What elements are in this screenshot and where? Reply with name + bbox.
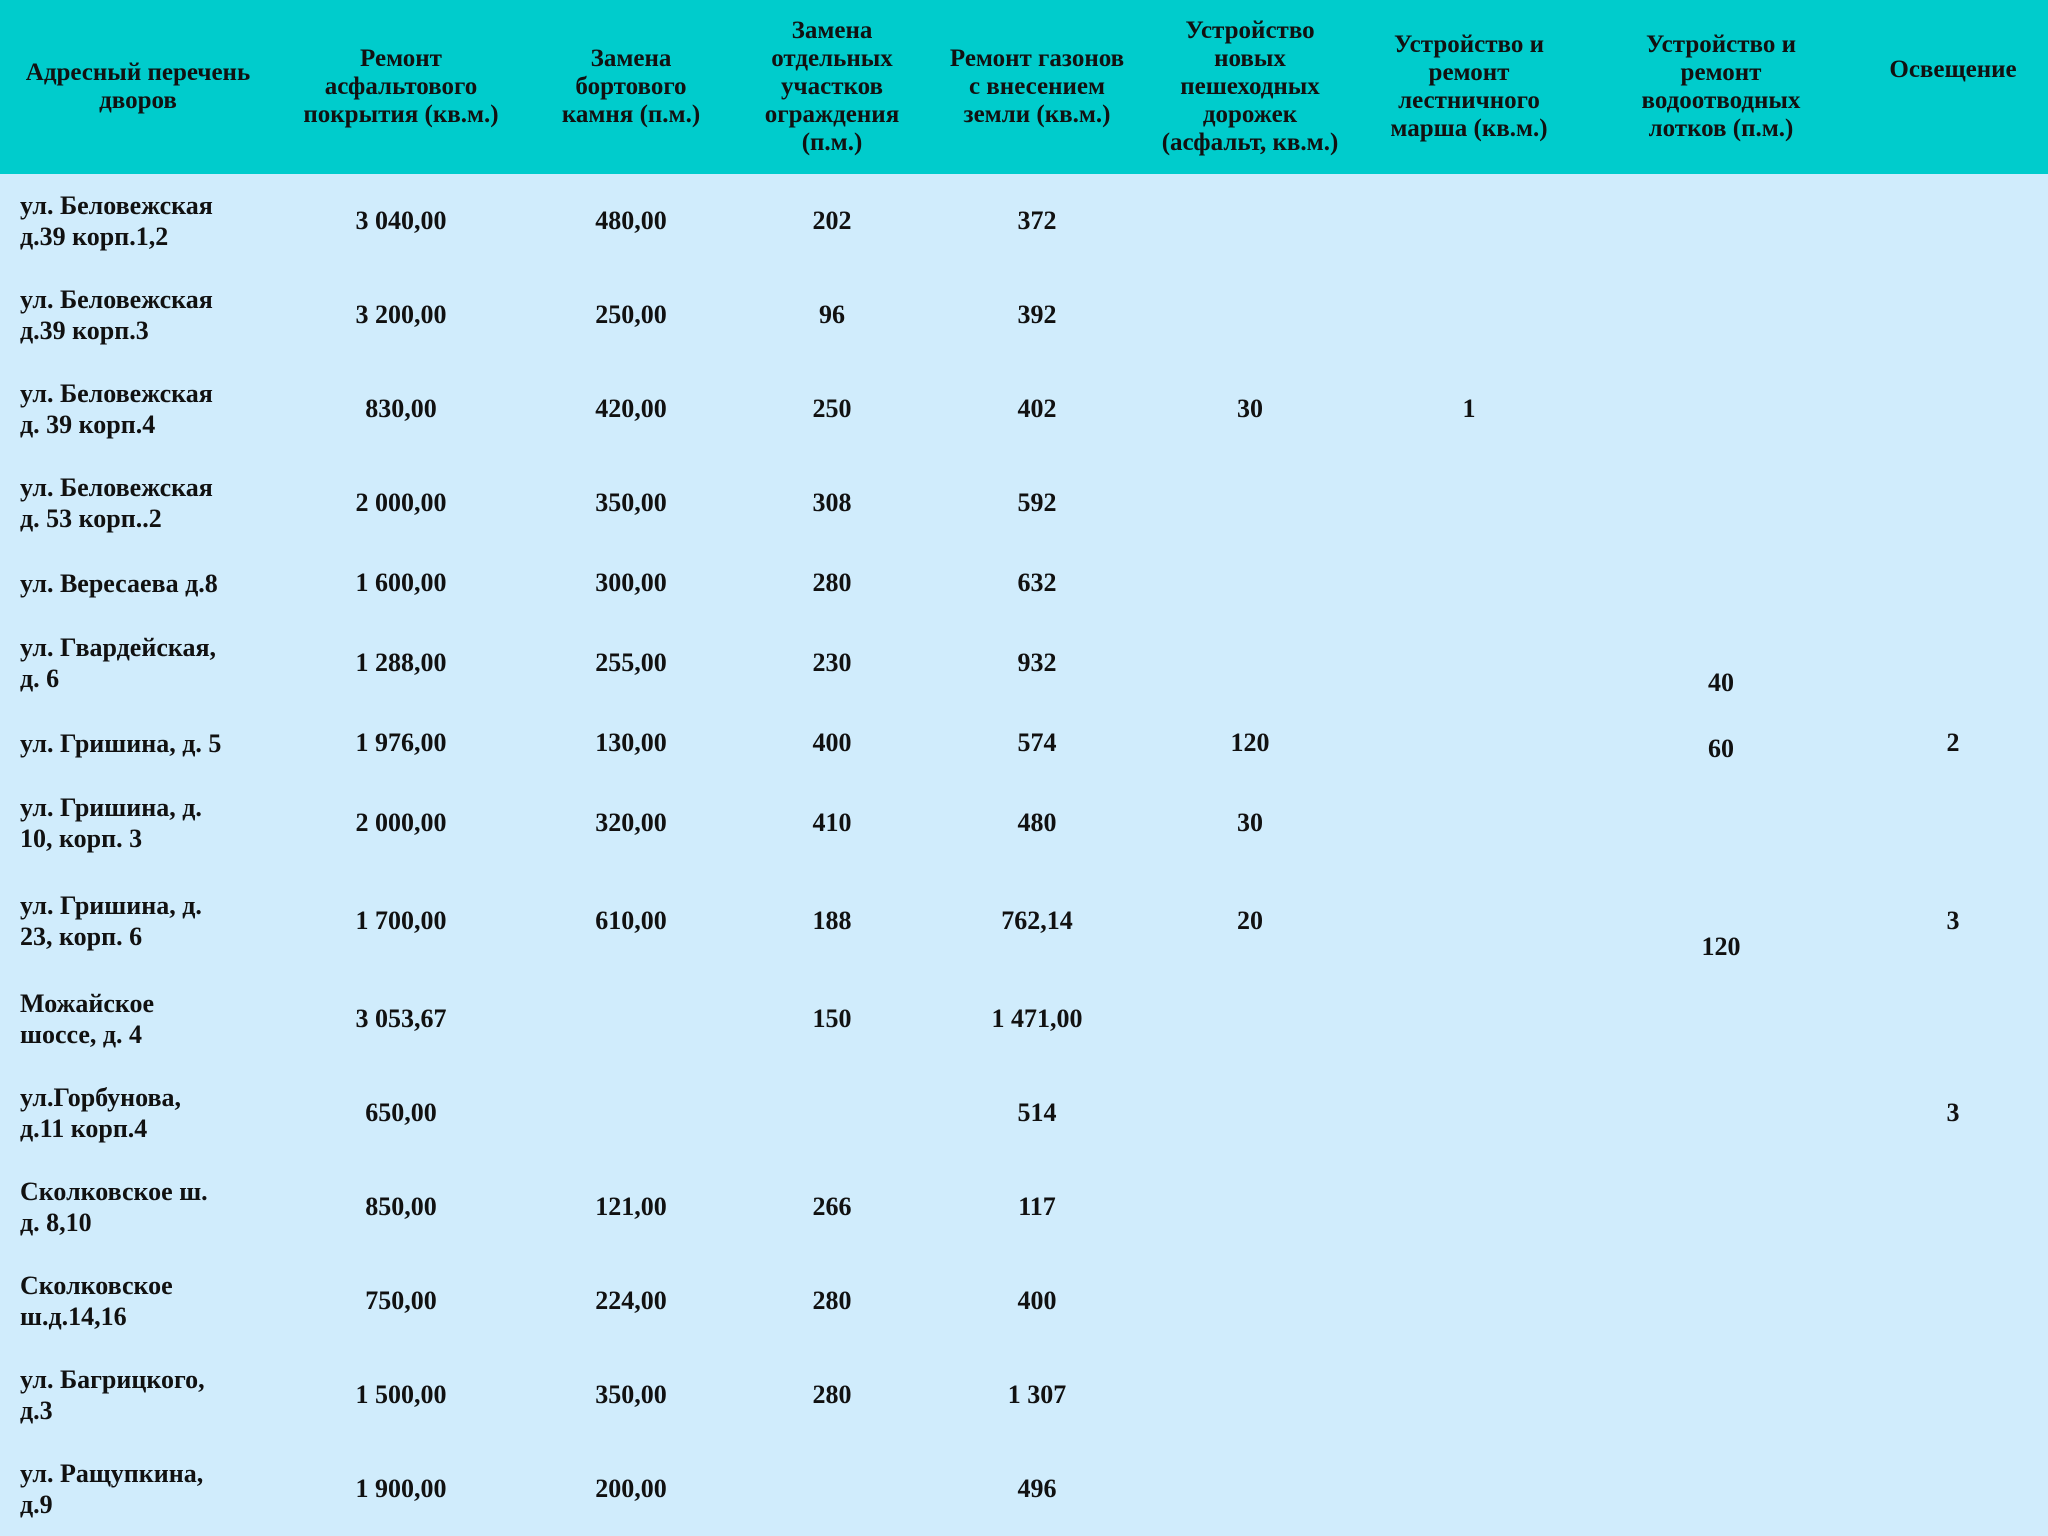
address-cell: ул. Гришина, д. 23, корп. 6 bbox=[20, 891, 202, 951]
trays-cell bbox=[1584, 776, 1858, 870]
table-row bbox=[0, 1254, 2048, 1348]
lawn-cell: 1 307 bbox=[1007, 1380, 1067, 1409]
curb-cell: 480,00 bbox=[595, 206, 667, 235]
stairs-cell bbox=[1354, 174, 1584, 268]
asphalt-cell: 830,00 bbox=[365, 394, 437, 423]
table-row bbox=[0, 1348, 2048, 1442]
table-row bbox=[0, 550, 2048, 616]
address-cell: ул. Беловежская д. 39 корп.4 bbox=[20, 379, 213, 439]
lighting-cell bbox=[1858, 174, 2048, 268]
header-trays: Устройство и ремонт водоотводных лотков (п.м.) bbox=[1641, 31, 1801, 142]
header-address: Адресный перечень дворов bbox=[25, 59, 251, 114]
lawn-cell: 592 bbox=[1017, 488, 1057, 517]
trays-cell bbox=[1584, 550, 1858, 616]
table-row bbox=[0, 456, 2048, 550]
asphalt-cell: 1 900,00 bbox=[355, 1474, 447, 1503]
paths-cell bbox=[1146, 972, 1354, 1066]
lawn-cell: 480 bbox=[1017, 808, 1057, 837]
asphalt-cell: 1 700,00 bbox=[355, 906, 447, 935]
header-lawn: Ремонт газонов с внесением земли (кв.м.) bbox=[949, 45, 1125, 128]
trays-cell bbox=[1584, 972, 1858, 1066]
lighting-cell bbox=[1858, 456, 2048, 550]
lighting-cell bbox=[1858, 776, 2048, 870]
curb-cell: 130,00 bbox=[595, 728, 667, 757]
lighting-cell bbox=[1858, 1254, 2048, 1348]
paths-cell: 30 bbox=[1237, 394, 1263, 423]
lawn-cell: 402 bbox=[1017, 394, 1057, 423]
fence-cell: 250 bbox=[812, 394, 852, 423]
address-cell: ул. Гришина, д. 10, корп. 3 bbox=[20, 793, 202, 853]
address-cell: Сколковское ш. д. 8,10 bbox=[20, 1177, 208, 1237]
stairs-cell bbox=[1354, 1066, 1584, 1160]
paths-cell bbox=[1146, 1442, 1354, 1536]
stairs-cell bbox=[1354, 1160, 1584, 1254]
table-row bbox=[0, 870, 2048, 972]
curb-cell: 250,00 bbox=[595, 300, 667, 329]
asphalt-cell: 1 500,00 bbox=[355, 1380, 447, 1409]
lawn-cell: 372 bbox=[1017, 206, 1057, 235]
curb-cell: 350,00 bbox=[595, 488, 667, 517]
stairs-cell bbox=[1354, 972, 1584, 1066]
stairs-cell bbox=[1354, 268, 1584, 362]
curb-cell: 300,00 bbox=[595, 568, 667, 597]
lawn-cell: 514 bbox=[1017, 1098, 1057, 1127]
trays-cell bbox=[1584, 1160, 1858, 1254]
table-row bbox=[0, 1066, 2048, 1160]
address-cell: ул. Ращупкина, д.9 bbox=[20, 1459, 204, 1519]
paths-cell bbox=[1146, 268, 1354, 362]
paths-cell bbox=[1146, 1348, 1354, 1442]
asphalt-cell: 1 600,00 bbox=[355, 568, 447, 597]
stairs-cell bbox=[1354, 616, 1584, 710]
lawn-cell: 574 bbox=[1017, 728, 1057, 757]
lighting-cell: 3 bbox=[1946, 906, 1960, 935]
address-cell: Сколковское ш.д.14,16 bbox=[20, 1271, 173, 1331]
lighting-cell bbox=[1858, 616, 2048, 710]
asphalt-cell: 650,00 bbox=[365, 1098, 437, 1127]
lawn-cell: 400 bbox=[1017, 1286, 1057, 1315]
lighting-cell bbox=[1858, 362, 2048, 456]
paths-cell: 120 bbox=[1230, 728, 1270, 757]
trays-cell: 60 bbox=[1708, 734, 1734, 763]
paths-cell bbox=[1146, 550, 1354, 616]
table-body bbox=[0, 174, 2048, 1536]
table-row bbox=[0, 1442, 2048, 1536]
table-row bbox=[0, 972, 2048, 1066]
trays-cell bbox=[1584, 1348, 1858, 1442]
lighting-cell: 2 bbox=[1946, 728, 1960, 757]
paths-cell bbox=[1146, 174, 1354, 268]
asphalt-cell: 2 000,00 bbox=[355, 808, 447, 837]
curb-cell bbox=[526, 1066, 736, 1160]
stairs-cell bbox=[1354, 456, 1584, 550]
address-cell: ул. Беловежская д.39 корп.3 bbox=[20, 285, 213, 345]
stairs-cell bbox=[1354, 710, 1584, 776]
asphalt-cell: 1 976,00 bbox=[355, 728, 447, 757]
lighting-cell: 3 bbox=[1946, 1098, 1960, 1127]
fence-cell bbox=[736, 1066, 928, 1160]
lighting-cell bbox=[1858, 550, 2048, 616]
table-header bbox=[0, 0, 2048, 174]
fence-cell: 410 bbox=[812, 808, 852, 837]
lawn-cell: 762,14 bbox=[1001, 906, 1073, 935]
asphalt-cell: 750,00 bbox=[365, 1286, 437, 1315]
curb-cell: 320,00 bbox=[595, 808, 667, 837]
curb-cell: 610,00 bbox=[595, 906, 667, 935]
lawn-cell: 117 bbox=[1018, 1192, 1056, 1221]
address-cell: ул. Беловежская д.39 корп.1,2 bbox=[20, 191, 213, 251]
trays-cell bbox=[1584, 268, 1858, 362]
lawn-cell: 496 bbox=[1017, 1474, 1057, 1503]
fence-cell: 188 bbox=[812, 906, 852, 935]
asphalt-cell: 2 000,00 bbox=[355, 488, 447, 517]
asphalt-cell: 3 053,67 bbox=[355, 1004, 447, 1033]
stairs-cell bbox=[1354, 776, 1584, 870]
lawn-cell: 1 471,00 bbox=[991, 1004, 1083, 1033]
header-stairs: Устройство и ремонт лестничного марша (кв.м.) bbox=[1390, 31, 1548, 142]
address-cell: ул. Вересаева д.8 bbox=[20, 568, 218, 598]
trays-cell bbox=[1584, 174, 1858, 268]
address-cell: ул. Багрицкого, д.3 bbox=[20, 1365, 205, 1425]
fence-cell: 150 bbox=[812, 1004, 852, 1033]
fence-cell: 266 bbox=[812, 1192, 852, 1221]
fence-cell: 202 bbox=[812, 206, 852, 235]
paths-cell bbox=[1146, 616, 1354, 710]
table-row bbox=[0, 710, 2048, 776]
curb-cell: 350,00 bbox=[595, 1380, 667, 1409]
curb-cell bbox=[526, 972, 736, 1066]
paths-cell bbox=[1146, 1160, 1354, 1254]
fence-cell: 280 bbox=[812, 568, 852, 597]
address-cell: Можайское шоссе, д. 4 bbox=[20, 989, 155, 1049]
paths-cell bbox=[1146, 456, 1354, 550]
curb-cell: 255,00 bbox=[595, 648, 667, 677]
asphalt-cell: 3 200,00 bbox=[355, 300, 447, 329]
fence-cell: 96 bbox=[819, 300, 845, 329]
curb-cell: 420,00 bbox=[595, 394, 667, 423]
fence-cell: 280 bbox=[812, 1380, 852, 1409]
fence-cell: 308 bbox=[812, 488, 852, 517]
curb-cell: 121,00 bbox=[595, 1192, 667, 1221]
stairs-cell: 1 bbox=[1462, 394, 1476, 423]
asphalt-cell: 3 040,00 bbox=[355, 206, 447, 235]
trays-cell: 120 bbox=[1701, 932, 1741, 961]
asphalt-cell: 1 288,00 bbox=[355, 648, 447, 677]
address-cell: ул. Гришина, д. 5 bbox=[20, 728, 222, 758]
paths-cell: 20 bbox=[1237, 906, 1263, 935]
address-cell: ул. Гвардейская, д. 6 bbox=[20, 633, 217, 693]
fence-cell: 230 bbox=[812, 648, 852, 677]
trays-cell bbox=[1584, 456, 1858, 550]
trays-cell: 40 bbox=[1708, 668, 1734, 697]
header-curb: Замена бортового камня (п.м.) bbox=[561, 45, 701, 128]
lighting-cell bbox=[1858, 268, 2048, 362]
asphalt-cell: 850,00 bbox=[365, 1192, 437, 1221]
trays-cell bbox=[1584, 1254, 1858, 1348]
fence-cell bbox=[736, 1442, 928, 1536]
table-row bbox=[0, 362, 2048, 456]
table-row bbox=[0, 268, 2048, 362]
trays-cell bbox=[1584, 1066, 1858, 1160]
stairs-cell bbox=[1354, 1442, 1584, 1536]
trays-cell bbox=[1584, 1442, 1858, 1536]
lighting-cell bbox=[1858, 1442, 2048, 1536]
table-row bbox=[0, 174, 2048, 268]
paths-cell bbox=[1146, 1254, 1354, 1348]
address-cell: ул.Горбунова, д.11 корп.4 bbox=[20, 1083, 182, 1143]
stairs-cell bbox=[1354, 550, 1584, 616]
trays-cell bbox=[1584, 362, 1858, 456]
header-paths: Устройство новых пешеходных дорожек (асфальт, кв.м.) bbox=[1161, 17, 1339, 156]
table-row bbox=[0, 776, 2048, 870]
paths-cell bbox=[1146, 1066, 1354, 1160]
paths-cell: 30 bbox=[1237, 808, 1263, 837]
stairs-cell bbox=[1354, 1348, 1584, 1442]
curb-cell: 224,00 bbox=[595, 1286, 667, 1315]
fence-cell: 400 bbox=[812, 728, 852, 757]
table-row bbox=[0, 616, 2048, 710]
fence-cell: 280 bbox=[812, 1286, 852, 1315]
address-cell: ул. Беловежская д. 53 корп..2 bbox=[20, 473, 213, 533]
table-row bbox=[0, 1160, 2048, 1254]
curb-cell: 200,00 bbox=[595, 1474, 667, 1503]
lighting-cell bbox=[1858, 1348, 2048, 1442]
lawn-cell: 632 bbox=[1017, 568, 1057, 597]
stairs-cell bbox=[1354, 870, 1584, 972]
header-asphalt: Ремонт асфальтового покрытия (кв.м.) bbox=[303, 45, 499, 128]
lighting-cell bbox=[1858, 972, 2048, 1066]
lawn-cell: 932 bbox=[1017, 648, 1057, 677]
lighting-cell bbox=[1858, 1160, 2048, 1254]
header-fence: Замена отдельных участков ограждения (п.м.) bbox=[764, 17, 900, 156]
lawn-cell: 392 bbox=[1017, 300, 1057, 329]
header-lighting: Освещение bbox=[1889, 56, 2017, 83]
stairs-cell bbox=[1354, 1254, 1584, 1348]
